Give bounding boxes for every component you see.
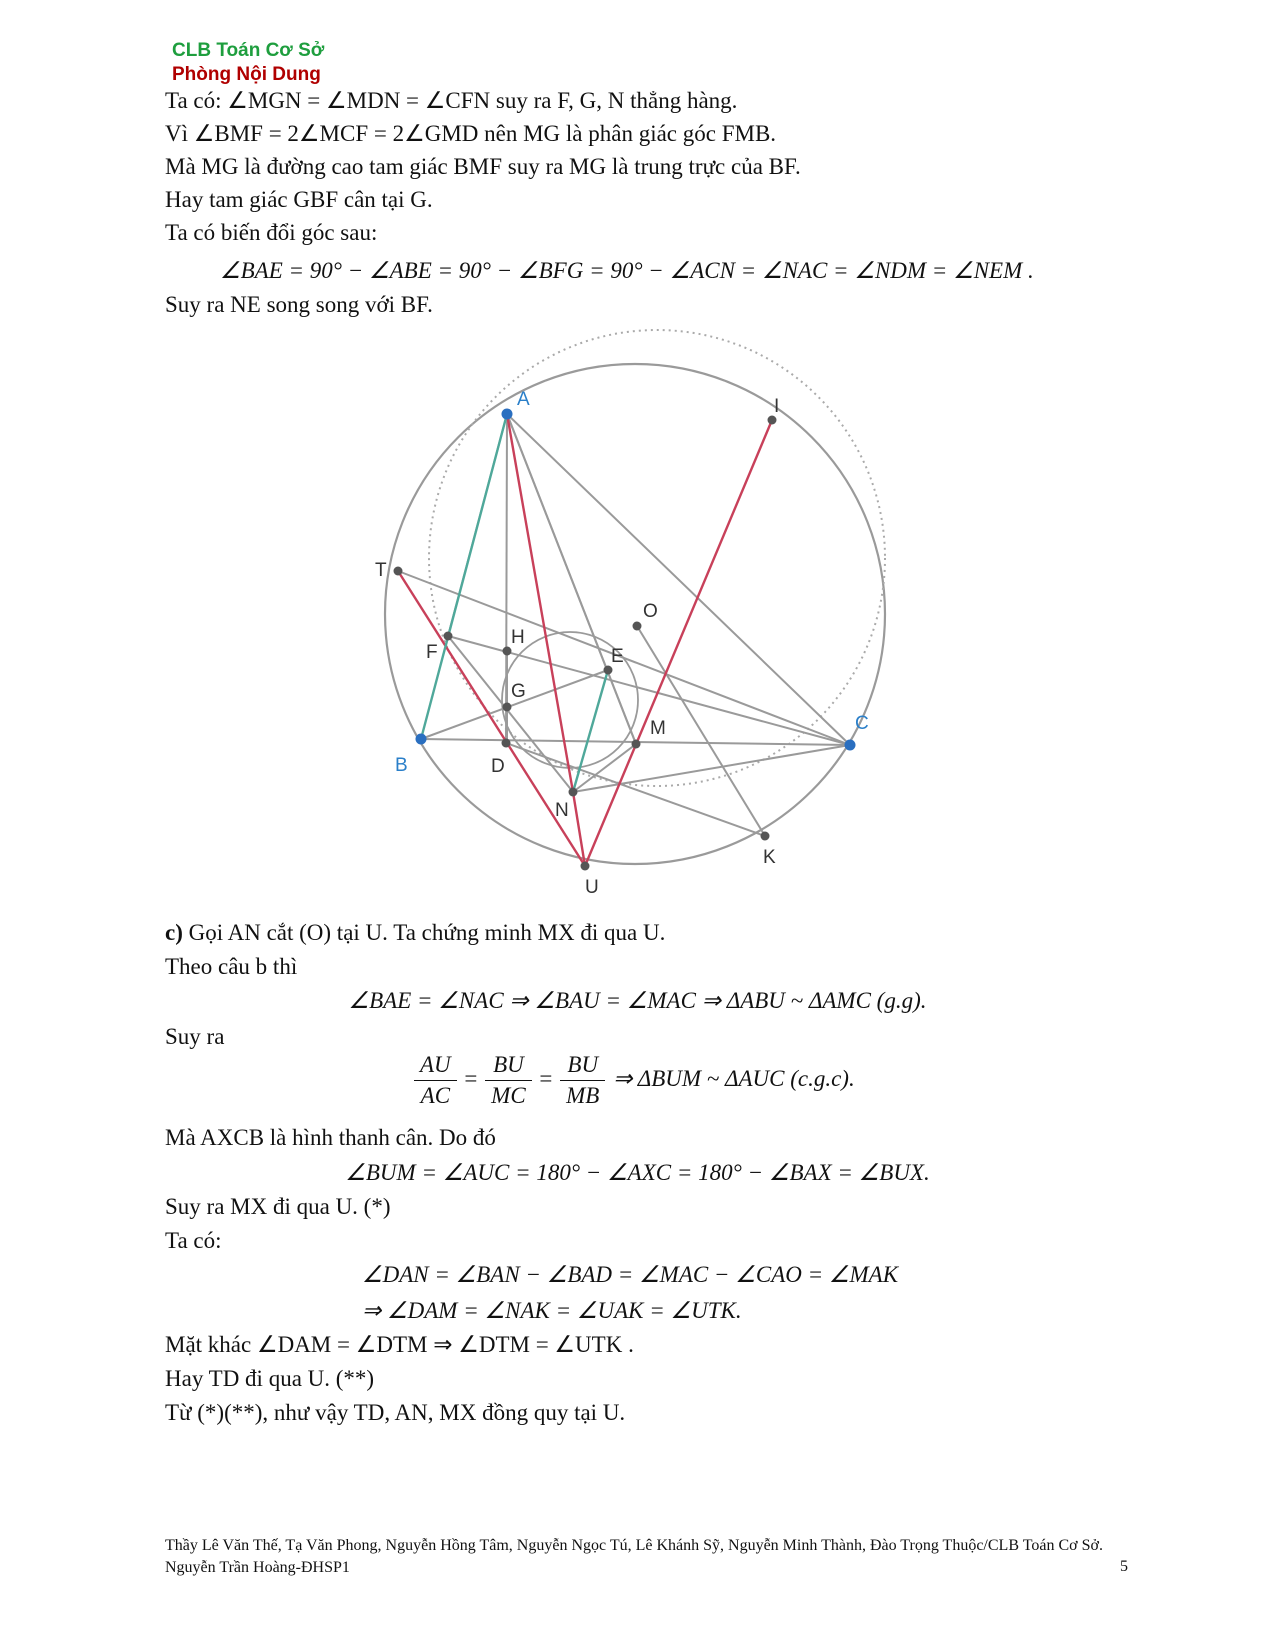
label-t: T <box>375 560 387 581</box>
part-c-intro <box>165 920 665 946</box>
point-a <box>502 409 513 420</box>
text-line: Ta có: ∠MGN = ∠MDN = ∠CFN suy ra F, G, N thẳng hàng. <box>165 88 738 113</box>
equation-2: $\frac{AU}{AC}$ = $\frac{BU}{MC}$ = $\frac{BU}{MB}$ ⇒ ΔBUM ~ ΔAUC (c.g.c). <box>412 1052 855 1109</box>
fraction-den: MC <box>491 1083 526 1108</box>
fraction <box>560 1052 605 1109</box>
part-c-marker: c) <box>165 920 183 945</box>
point-b <box>416 734 427 745</box>
point-c <box>845 740 856 751</box>
label-f: F <box>426 642 438 663</box>
department-name: Phòng Nội Dung <box>172 64 321 85</box>
point-n <box>569 788 578 797</box>
point-u <box>581 862 590 871</box>
equation-3: ∠BUM = ∠AUC = 180° − ∠AXC = 180° − ∠BAX = ∠BUX. <box>345 1160 930 1185</box>
fraction-num: BU <box>560 1052 605 1081</box>
text-line: Hay tam giác GBF cân tại G. <box>165 187 433 212</box>
text-line: Hay TD đi qua U. (**) <box>165 1366 375 1391</box>
label-m: M <box>650 718 666 739</box>
text-line: Mặt khác ∠DAM = ∠DTM ⇒ ∠DTM = ∠UTK . <box>165 1332 634 1357</box>
label-b: B <box>395 755 408 776</box>
label-c: C <box>855 713 869 734</box>
label-u: U <box>585 877 599 898</box>
equation-5: ⇒ ∠DAM = ∠NAK = ∠UAK = ∠UTK. <box>362 1298 742 1323</box>
label-d: D <box>491 756 505 777</box>
fraction-den: MB <box>566 1083 600 1108</box>
part-c-intro-text: Gọi AN cắt (O) tại U. Ta chứng minh MX đi qua U. <box>182 920 666 945</box>
label-o: O <box>643 601 658 622</box>
point-o <box>633 622 642 631</box>
equation-2-tail: ⇒ ΔBUM ~ ΔAUC (c.g.c). <box>613 1065 855 1091</box>
label-e: E <box>611 646 624 667</box>
fraction <box>485 1052 532 1109</box>
equation-4: ∠DAN = ∠BAN − ∠BAD = ∠MAC − ∠CAO = ∠MAK <box>362 1262 899 1287</box>
fraction <box>414 1052 457 1109</box>
point-f <box>444 632 453 641</box>
red-segments <box>398 414 772 866</box>
text-line: Suy ra MX đi qua U. (*) <box>165 1194 391 1219</box>
point-g <box>503 703 512 712</box>
fraction-den: AC <box>420 1083 451 1108</box>
text-line: Mà MG là đường cao tam giác BMF suy ra MG là trung trực của BF. <box>165 154 801 179</box>
point-m <box>632 740 641 749</box>
label-n: N <box>555 800 569 821</box>
label-k: K <box>763 847 776 868</box>
text-line: Mà AXCB là hình thanh cân. Do đó <box>165 1125 496 1150</box>
label-h: H <box>511 627 525 648</box>
label-g: G <box>511 681 526 702</box>
text-line: Ta có biến đổi góc sau: <box>165 220 378 245</box>
label-i: I <box>774 396 780 417</box>
text-line: Từ (*)(**), như vậy TD, AN, MX đồng quy tại U. <box>165 1400 626 1425</box>
text-line: Theo câu b thì <box>165 954 298 979</box>
club-name: CLB Toán Cơ Sở <box>172 40 325 61</box>
fraction-num: BU <box>485 1052 532 1081</box>
text-line: Vì ∠BMF = 2∠MCF = 2∠GMD nên MG là phân giác góc FMB. <box>165 121 777 146</box>
point-k <box>761 832 770 841</box>
text-line: Suy ra <box>165 1024 225 1049</box>
equation-1: ∠BAE = ∠NAC ⇒ ∠BAU = ∠MAC ⇒ ΔABU ~ ΔAMC (g.g). <box>348 988 927 1013</box>
point-d <box>502 739 511 748</box>
conclusion-b: Suy ra NE song song với BF. <box>165 292 433 317</box>
label-a: A <box>517 389 530 410</box>
text-line: Ta có: <box>165 1228 222 1253</box>
fraction-num: AU <box>414 1052 457 1081</box>
footer-authors: Thầy Lê Văn Thế, Tạ Văn Phong, Nguyễn Hồng Tâm, Nguyễn Ngọc Tú, Lê Khánh Sỹ, Nguyễn Minh Thành, Đào Trọng Thuộc/CLB Toán Cơ Sở. Nguyễn Trần Hoàng-ĐHSP1 <box>165 1537 1103 1576</box>
page-number: 5 <box>1120 1558 1128 1575</box>
angle-chain-equation: ∠BAE = 90° − ∠ABE = 90° − ∠BFG = 90° − ∠ACN = ∠NAC = ∠NDM = ∠NEM . <box>220 258 1034 283</box>
point-t <box>394 567 403 576</box>
